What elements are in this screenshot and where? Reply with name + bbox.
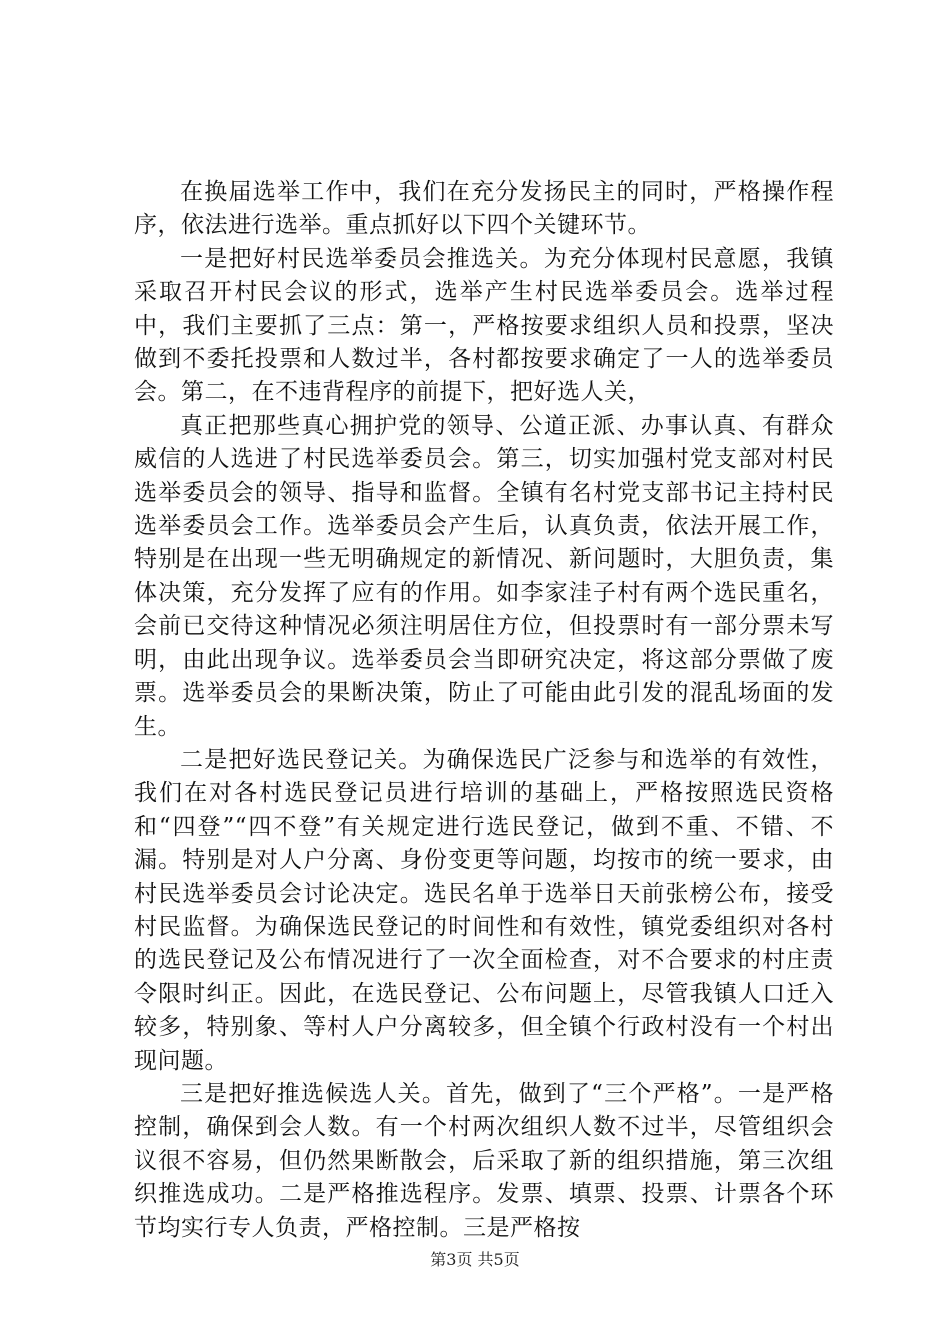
paragraph-committee-continued: 真正把那些真心拥护党的领导、公道正派、办事认真、有群众威信的人选进了村民选举委员会。第三，切实加强村党支部对村民选举委员会的领导、指导和监督。全镇有名村党支部书记主持村民选举委员会工作。选举委员会产生后，认真负责，依法开展工作，特别是在出现一些无明确规定的新情况、新问题时，大胆负责，集体决策，充分发挥了应有的作用。如李家洼子村有两个选民重名，会前已交待这种情况必须注明居住方位，但投票时有一部分票未写明，由此出现争议。选举委员会当即研究决定，将这部分票做了废票。选举委员会的果断决策，防止了可能由此引发的混乱场面的发生。 <box>134 412 834 740</box>
paragraph-committee-selection: 一是把好村民选举委员会推选关。为充分体现村民意愿，我镇采取召开村民会议的形式，选举产生村民选举委员会。选举过程中，我们主要抓了三点：第一，严格按要求组织人员和投票，坚决做到不委托投票和人数过半，各村都按要求确定了一人的选举委员会。第二，在不违背程序的前提下，把好选人关， <box>134 245 834 406</box>
paragraph-intro: 在换届选举工作中，我们在充分发扬民主的同时，严格操作程序，依法进行选举。重点抓好以下四个关键环节。 <box>134 179 834 239</box>
page-footer: 第3页 共5页 <box>430 1250 520 1269</box>
paragraph-candidate-selection: 三是把好推选候选人关。首先，做到了“三个严格”。一是严格控制，确保到会人数。有一个村两次组织人数不过半，尽管组织会议很不容易，但仍然果断散会，后采取了新的组织措施，第三次组织推选成功。二是严格推选程序。发票、填票、投票、计票各个环节均实行专人负责，严格控制。三是严格按 <box>134 1080 834 1241</box>
paragraph-voter-registration: 二是把好选民登记关。为确保选民广泛参与和选举的有效性，我们在对各村选民登记员进行培训的基础上，严格按照选民资格和“四登”“四不登”有关规定进行选民登记，做到不重、不错、不漏。特别是对人户分离、身份变更等问题，均按市的统一要求，由村民选举委员会讨论决定。选民名单于选举日天前张榜公布，接受村民监督。为确保选民登记的时间性和有效性，镇党委组织对各村的选民登记及公布情况进行了一次全面检查，对不合要求的村庄责令限时纠正。因此，在选民登记、公布问题上，尽管我镇人口迁入较多，特别象、等村人户分离较多，但全镇个行政村没有一个村出现问题。 <box>134 746 834 1074</box>
document-body <box>134 176 834 1245</box>
